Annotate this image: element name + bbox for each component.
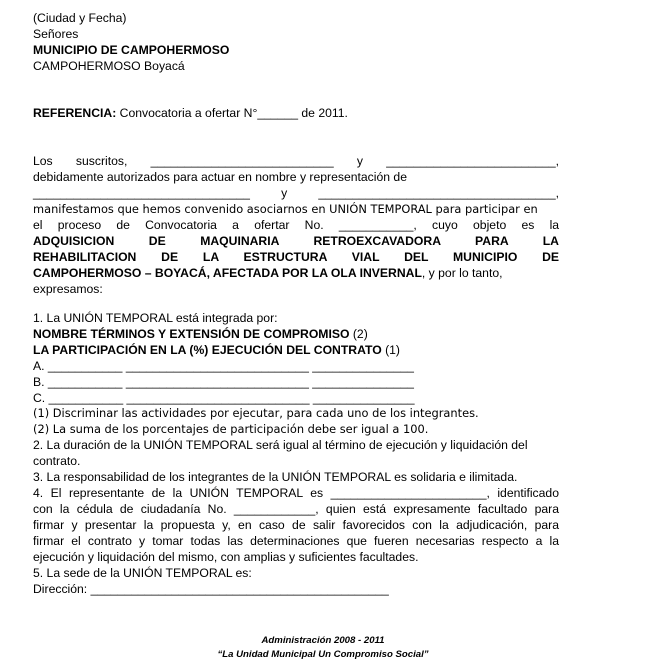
word: ESTRUCTURA bbox=[243, 250, 327, 264]
note-1: (1) Discriminar las actividades por ejecutar, para cada uno de los integrantes. bbox=[33, 406, 479, 420]
word: Los bbox=[33, 154, 53, 168]
word: REHABILITACION bbox=[33, 250, 137, 264]
object-tail: , y por lo tanto, bbox=[421, 266, 503, 280]
word: MUNICIPIO bbox=[453, 250, 518, 264]
word: objeto bbox=[473, 218, 507, 232]
reference-line bbox=[33, 105, 559, 121]
word: suscritos, bbox=[75, 154, 128, 168]
word: DE bbox=[161, 250, 179, 264]
blank-field: ___________, bbox=[338, 218, 417, 232]
place-date-line: (Ciudad y Fecha) bbox=[33, 11, 127, 25]
address-line: Dirección: ____________________________________________ bbox=[33, 582, 389, 596]
word: es bbox=[521, 218, 535, 232]
item-4-line-2: con la cédula de ciudadanía No. ____________, quien está expresamente facultado para bbox=[33, 502, 559, 516]
word: DEL bbox=[404, 250, 429, 264]
word: VIAL bbox=[351, 250, 380, 264]
heading-ref: (1) bbox=[381, 343, 400, 357]
member-row-a: A. ___________ ___________________________ _______________ bbox=[33, 359, 414, 373]
word: de bbox=[116, 218, 130, 232]
word: Convocatoria bbox=[145, 218, 217, 232]
word: MAQUINARIA bbox=[200, 234, 279, 248]
member-row-b: B. ___________ ___________________________ _______________ bbox=[33, 375, 414, 389]
intro-line-3 bbox=[33, 185, 559, 201]
item-4-line-4: firmar el contrato y tomar todas las determinaciones que fueren necesarias respecto a la bbox=[33, 534, 559, 548]
item-3: 3. La responsabilidad de los integrantes de la UNIÓN TEMPORAL es solidaria e ilimitada. bbox=[33, 470, 518, 484]
footer-administration: Administración 2008 - 2011 bbox=[261, 635, 385, 646]
blank-field: ___________________________ bbox=[150, 154, 334, 168]
intro-line-2: debidamente autorizados para actuar en nombre y representación de bbox=[33, 170, 407, 184]
word: la bbox=[549, 218, 560, 232]
recipient-name: MUNICIPIO DE CAMPOHERMOSO bbox=[33, 43, 230, 57]
intro-line-9: expresamos: bbox=[33, 282, 103, 296]
intro-line-7 bbox=[33, 249, 559, 265]
item-2-line-2: contrato. bbox=[33, 454, 81, 468]
salutation: Señores bbox=[33, 27, 79, 41]
object-text: CAMPOHERMOSO – BOYACÁ, AFECTADA POR LA OLA INVERNAL bbox=[33, 266, 422, 280]
heading-participation bbox=[33, 342, 559, 358]
item-2-line-1: 2. La duración de la UNIÓN TEMPORAL será igual al término de ejecución y liquidación del bbox=[33, 438, 528, 452]
heading-name-terms bbox=[33, 326, 559, 342]
intro-line-6 bbox=[33, 233, 559, 249]
word: cuyo bbox=[432, 218, 458, 232]
heading-text: LA PARTICIPACIÓN EN LA (%) EJECUCIÓN DEL CONTRATO bbox=[33, 343, 382, 357]
blank-field: ________________________________ bbox=[33, 186, 250, 200]
item-4-line-1: 4. El representante de la UNIÓN TEMPORAL es _______________________, identificado bbox=[33, 486, 559, 500]
word: a bbox=[232, 218, 239, 232]
item-5: 5. La sede de la UNIÓN TEMPORAL es: bbox=[33, 566, 252, 580]
blank-field: _________________________, bbox=[386, 154, 560, 168]
note-2: (2) La suma de los porcentajes de participación debe ser igual a 100. bbox=[33, 422, 429, 436]
heading-text: NOMBRE TÉRMINOS Y EXTENSIÓN DE COMPROMISO bbox=[33, 327, 350, 341]
recipient-location: CAMPOHERMOSO Boyacá bbox=[33, 59, 185, 73]
item-4-line-3: firmar y presentar la propuesta y, en caso de salir favorecidos con la adjudicación, para bbox=[33, 518, 559, 532]
word: proceso bbox=[57, 218, 102, 232]
footer-slogan: “La Unidad Municipal Un Compromiso Social” bbox=[217, 649, 429, 660]
intro-line-4: manifestamos que hemos convenido asociarnos en UNIÓN TEMPORAL para participar en bbox=[33, 202, 538, 216]
word: PARA bbox=[475, 234, 509, 248]
item-4-line-5: ejecución y liquidación del mismo, con amplias y suficientes facultades. bbox=[33, 550, 419, 564]
word: ofertar bbox=[254, 218, 290, 232]
heading-ref: (2) bbox=[349, 327, 368, 341]
word: LA bbox=[542, 234, 559, 248]
word: el bbox=[33, 218, 43, 232]
member-row-c: C. ___________ ___________________________ _______________ bbox=[33, 391, 415, 405]
intro-line-8 bbox=[33, 265, 559, 281]
word: ADQUISICION bbox=[33, 234, 115, 248]
word: DE bbox=[148, 234, 166, 248]
intro-line-1 bbox=[33, 153, 559, 169]
word: DE bbox=[542, 250, 560, 264]
reference-label: REFERENCIA: bbox=[33, 106, 117, 120]
blank-field: ___________________________________, bbox=[318, 186, 559, 200]
word: y bbox=[356, 154, 363, 168]
word: No. bbox=[304, 218, 324, 232]
item-1: 1. La UNIÓN TEMPORAL está integrada por: bbox=[33, 311, 278, 325]
reference-text: Convocatoria a ofertar N°______ de 2011. bbox=[116, 106, 348, 120]
word: y bbox=[281, 186, 288, 200]
word: RETROEXCAVADORA bbox=[313, 234, 441, 248]
word: LA bbox=[202, 250, 219, 264]
intro-line-5 bbox=[33, 217, 559, 233]
